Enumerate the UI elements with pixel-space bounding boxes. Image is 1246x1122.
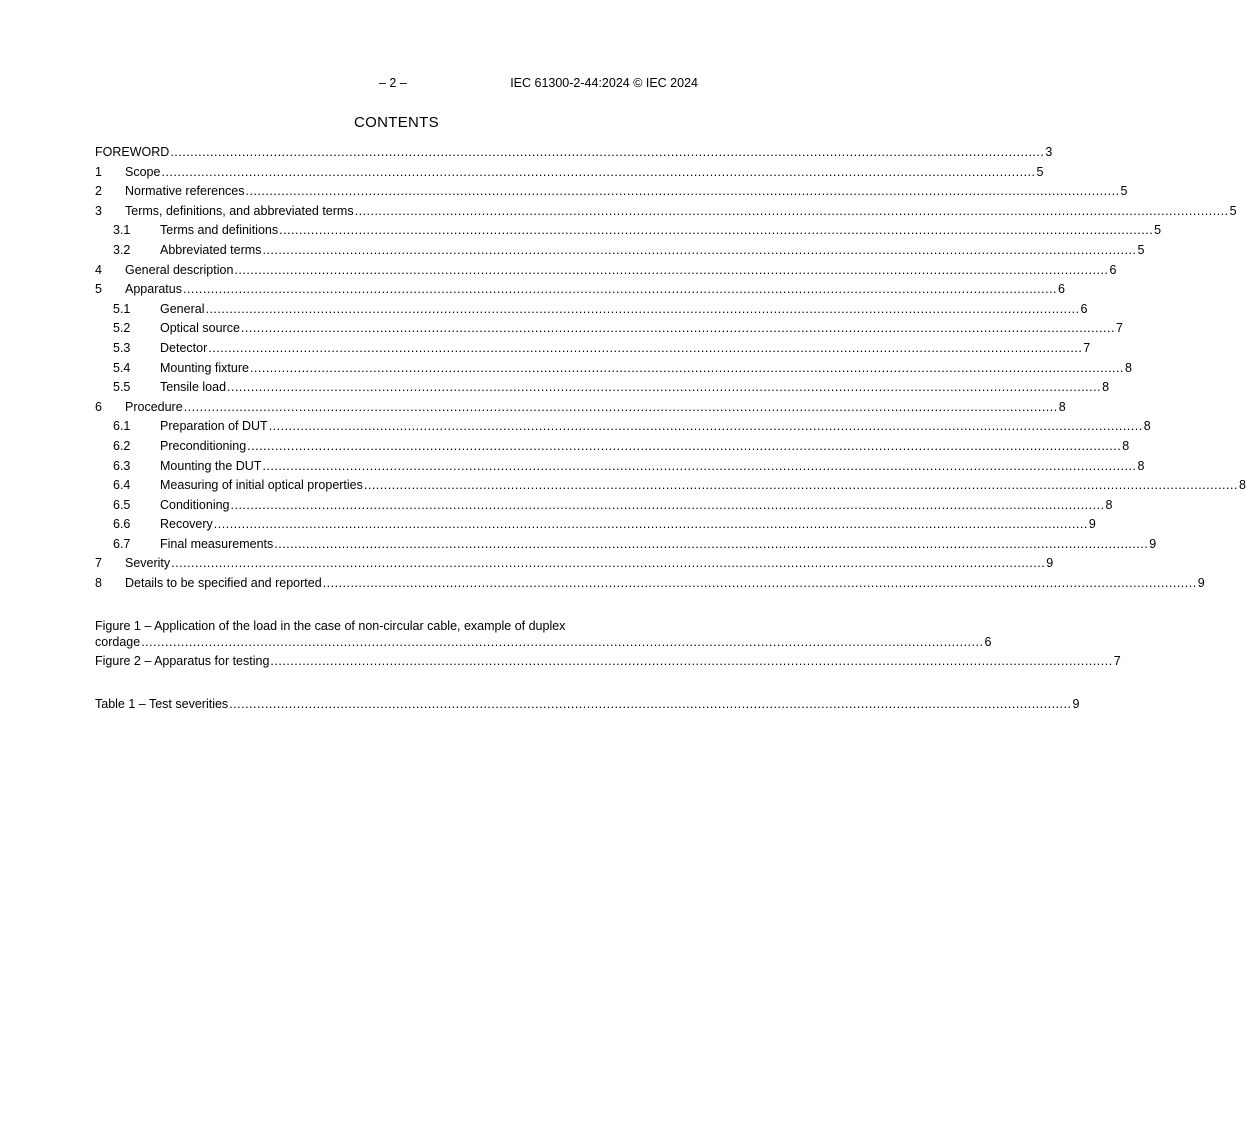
leader-dots: ............................................................................................................................................................................................................................ bbox=[268, 419, 1143, 434]
toc-entry-number: 5.5 bbox=[113, 380, 131, 395]
toc-entry-number: 6 bbox=[95, 399, 102, 414]
toc-entry[interactable] bbox=[95, 164, 1044, 185]
list-of-figures bbox=[95, 618, 1121, 674]
toc-entry[interactable] bbox=[95, 380, 1110, 400]
toc-entry[interactable] bbox=[95, 223, 1162, 243]
toc-entry-number: 6.6 bbox=[113, 517, 131, 532]
leader-dots: ............................................................................................................................................................................................................................ bbox=[274, 536, 1149, 551]
toc-entry[interactable] bbox=[95, 438, 1130, 459]
toc-table-1-text: Table 1 – Test severities bbox=[95, 696, 229, 711]
page-number: – 2 – bbox=[379, 76, 407, 90]
leader-dots: ............................................................................................................................................................................................................................ bbox=[262, 458, 1137, 473]
toc-entry-title: Severity bbox=[125, 556, 171, 571]
toc-page-number: 5 bbox=[1036, 164, 1044, 179]
toc-entry-title: Detector bbox=[160, 340, 208, 355]
toc-entry-number: 6.7 bbox=[113, 536, 131, 551]
toc-entry-number: 6.2 bbox=[113, 438, 131, 453]
leader-dots: .................................................................................................................................................................................................................... bbox=[270, 654, 1113, 669]
toc-page-number: 5 bbox=[1154, 223, 1162, 238]
toc-table-1[interactable] bbox=[95, 696, 1080, 717]
toc-page-number: 6 bbox=[1080, 301, 1088, 316]
toc-page-number: 5 bbox=[1229, 203, 1237, 218]
leader-dots: ............................................................................................................................................................................................................................ bbox=[262, 242, 1137, 257]
toc-entry-title: Mounting fixture bbox=[160, 360, 249, 375]
leader-dots: ............................................................................................................................................................................................................................ bbox=[354, 203, 1229, 218]
page-header bbox=[95, 76, 698, 92]
toc-entry-title: Tensile load bbox=[160, 380, 227, 395]
toc-entry-number: 5 bbox=[95, 282, 102, 297]
list-of-tables bbox=[95, 696, 1080, 717]
toc-entry-number: 5.3 bbox=[113, 340, 131, 355]
toc-entry-number: 3 bbox=[95, 203, 102, 218]
toc-entry[interactable] bbox=[95, 282, 1065, 302]
toc-entry-title: Details to be specified and reported bbox=[125, 576, 322, 591]
leader-dots: ............................................................................................................................................................................................................................ bbox=[234, 262, 1109, 277]
toc-entries bbox=[95, 145, 1246, 596]
toc-figure-1-line2: cordage bbox=[95, 634, 141, 649]
toc-entry-number: 6.4 bbox=[113, 478, 131, 493]
leader-dots: ............................................................................................................................................................................................................................ bbox=[322, 576, 1197, 591]
toc-entry-title: Measuring of initial optical properties bbox=[160, 478, 363, 493]
toc-entry-title: Apparatus bbox=[125, 282, 182, 297]
toc-entry-number: 5.4 bbox=[113, 360, 131, 375]
toc-entry-number: 3.2 bbox=[113, 242, 131, 257]
toc-page-number: 7 bbox=[1083, 340, 1091, 355]
leader-dots: ............................................................................................................................................................................................................................ bbox=[279, 223, 1154, 238]
toc-entry[interactable] bbox=[95, 556, 1054, 576]
toc-entry[interactable] bbox=[95, 399, 1066, 420]
toc-page-number: 8 bbox=[1122, 438, 1130, 453]
toc-entry-number: 5.1 bbox=[113, 301, 131, 316]
leader-dots: ............................................................................................................................................................................................................................ bbox=[170, 145, 1045, 159]
toc-entry[interactable] bbox=[95, 301, 1088, 322]
toc-page-number: 8 bbox=[1102, 380, 1110, 395]
toc-entry-title: General bbox=[160, 301, 205, 316]
toc-entry-title: Scope bbox=[125, 164, 161, 179]
leader-dots: ............................................................................................................................................................................................................................ bbox=[240, 321, 1115, 336]
toc-entry-number: 2 bbox=[95, 184, 102, 199]
leader-dots: ............................................................................................................................................................................................................................ bbox=[245, 184, 1120, 199]
leader-dots: .................................................................................................................................................................................................................... bbox=[141, 634, 984, 649]
toc-page-number: 8 bbox=[1238, 478, 1246, 493]
toc-page-number: 9 bbox=[1149, 536, 1157, 551]
leader-dots: ............................................................................................................................................................................................................................ bbox=[213, 517, 1088, 532]
leader-dots: ............................................................................................................................................................................................................................ bbox=[208, 340, 1083, 355]
toc-entry-title: Procedure bbox=[125, 399, 183, 414]
toc-entry[interactable] bbox=[95, 203, 1237, 224]
toc-page-number: 8 bbox=[1058, 399, 1066, 414]
toc-entry-number: 1 bbox=[95, 164, 102, 179]
toc-entry[interactable] bbox=[95, 145, 1053, 165]
toc-entry-title: Final measurements bbox=[160, 536, 274, 551]
toc-page-number: 7 bbox=[1115, 321, 1123, 336]
toc-page-number: 6 bbox=[1109, 262, 1117, 277]
toc-entry-title: Conditioning bbox=[160, 497, 230, 512]
leader-dots: ............................................................................................................................................................................................................................ bbox=[205, 301, 1080, 316]
toc-entry-number: 8 bbox=[95, 576, 102, 591]
toc-page-number: 6 bbox=[1058, 282, 1065, 297]
toc-figure-1-line1[interactable]: Figure 1 – Application of the load in the case of non-circular cable, example of duplex bbox=[95, 618, 566, 633]
toc-entry[interactable] bbox=[95, 242, 1145, 263]
leader-dots: ............................................................................................................................................................................................................................ bbox=[230, 497, 1105, 512]
toc-page-number: 8 bbox=[1124, 360, 1132, 375]
toc-page-number: 5 bbox=[1137, 242, 1145, 257]
toc-page-number: 5 bbox=[1120, 184, 1128, 199]
toc-entry-title: FOREWORD bbox=[95, 145, 170, 159]
toc-entry-number: 4 bbox=[95, 262, 102, 277]
toc-figure-1[interactable] bbox=[95, 634, 992, 655]
toc-entry-number: 5.2 bbox=[113, 321, 131, 336]
toc-entry-title: Abbreviated terms bbox=[160, 242, 262, 257]
toc-entry[interactable] bbox=[95, 419, 1151, 439]
leader-dots: ............................................................................................................................................................................................................................ bbox=[363, 478, 1238, 493]
table-of-contents bbox=[95, 145, 1246, 716]
spacer bbox=[95, 674, 698, 697]
toc-page-number: 8 bbox=[1143, 419, 1151, 434]
toc-entry[interactable] bbox=[95, 536, 1157, 557]
toc-entry[interactable] bbox=[95, 340, 1091, 361]
toc-entry-title: Terms and definitions bbox=[160, 223, 279, 238]
toc-entry-title: Terms, definitions, and abbreviated terms bbox=[125, 203, 354, 218]
toc-entry-title: General description bbox=[125, 262, 234, 277]
leader-dots: ............................................................................................................................................................................................................................ bbox=[247, 438, 1122, 453]
toc-page-number: 7 bbox=[1113, 654, 1121, 669]
toc-entry-title: Recovery bbox=[160, 517, 213, 532]
toc-page-number: 6 bbox=[984, 634, 992, 649]
toc-page-number: 9 bbox=[1088, 517, 1096, 532]
toc-entry-number: 6.5 bbox=[113, 497, 131, 512]
toc-entry-title: Preconditioning bbox=[160, 438, 247, 453]
toc-entry-number: 3.1 bbox=[113, 223, 131, 238]
leader-dots: ............................................................................................................................................................................................................................ bbox=[182, 282, 1058, 297]
toc-entry[interactable] bbox=[95, 517, 1096, 537]
leader-dots: ............................................................................................................................................................................................................................ bbox=[161, 164, 1036, 179]
toc-page-number: 9 bbox=[1197, 576, 1205, 591]
document-identifier: IEC 61300-2-44:2024 © IEC 2024 bbox=[510, 76, 698, 90]
toc-page-number: 9 bbox=[1072, 696, 1080, 711]
contents-title: CONTENTS bbox=[354, 114, 439, 131]
toc-entry[interactable] bbox=[95, 576, 1205, 596]
leader-dots: ............................................................................................................................................................................................................................ bbox=[171, 556, 1046, 571]
toc-entry-title: Optical source bbox=[160, 321, 240, 336]
toc-entry[interactable] bbox=[95, 321, 1123, 341]
toc-page-number: 9 bbox=[1046, 556, 1054, 571]
toc-entry-number: 7 bbox=[95, 556, 102, 571]
toc-entry-title: Normative references bbox=[125, 184, 245, 199]
toc-page-number: 8 bbox=[1137, 458, 1145, 473]
toc-entry[interactable] bbox=[95, 458, 1145, 479]
toc-entry-title: Mounting the DUT bbox=[160, 458, 262, 473]
spacer bbox=[95, 596, 698, 619]
toc-entry[interactable] bbox=[95, 360, 1132, 381]
toc-page-number: 8 bbox=[1105, 497, 1113, 512]
toc-entry-number: 6.3 bbox=[113, 458, 131, 473]
toc-entry[interactable] bbox=[95, 262, 1117, 283]
toc-page-number: 3 bbox=[1045, 145, 1053, 159]
leader-dots: ............................................................................................................................................................................................................................ bbox=[227, 380, 1102, 395]
toc-entry[interactable] bbox=[95, 497, 1113, 518]
toc-figure-2[interactable] bbox=[95, 654, 1121, 674]
toc-entry[interactable] bbox=[95, 478, 1246, 498]
toc-entry-title: Preparation of DUT bbox=[160, 419, 268, 434]
leader-dots: ............................................................................................................................................................................................................................ bbox=[183, 399, 1058, 414]
leader-dots: ............................................................................................................................................................................................................................ bbox=[249, 360, 1124, 375]
toc-entry-number: 6.1 bbox=[113, 419, 131, 434]
toc-figure-2-text: Figure 2 – Apparatus for testing bbox=[95, 654, 270, 669]
leader-dots: .................................................................................................................................................................................................................... bbox=[229, 696, 1072, 711]
toc-entry[interactable] bbox=[95, 184, 1128, 204]
